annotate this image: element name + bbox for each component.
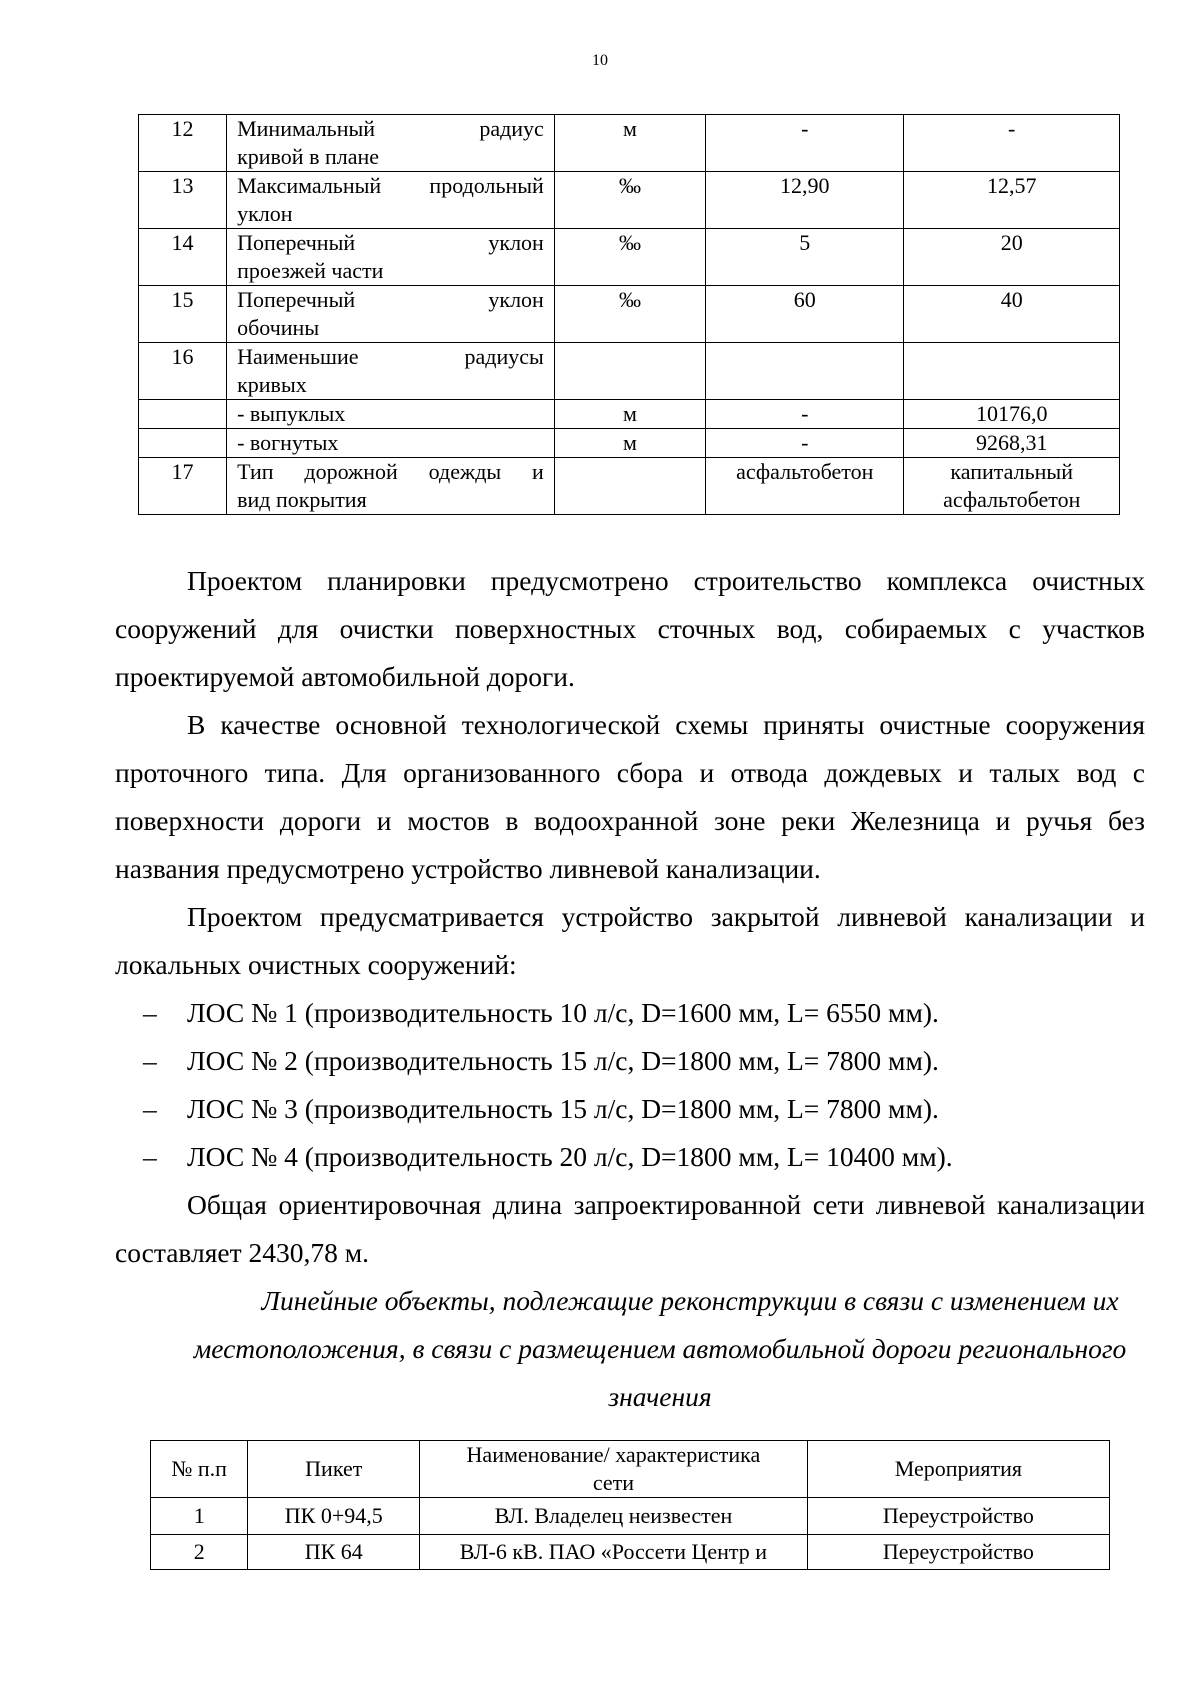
unit (554, 458, 705, 515)
value-2: 10176,0 (904, 400, 1120, 429)
network-name: ВЛ. Владелец неизвестен (420, 1498, 808, 1535)
row-number: 13 (139, 172, 227, 229)
parameter-name (227, 458, 555, 515)
parameter-name-line: кривой в плане (237, 144, 380, 169)
header-name-line: Наименование/ характеристика (466, 1442, 761, 1467)
parameter-name (227, 429, 555, 458)
action: Переустройство (807, 1535, 1109, 1570)
list-dash: – (143, 1045, 157, 1076)
value-2 (904, 343, 1120, 400)
network-name: ВЛ-6 кВ. ПАО «Россети Центр и (420, 1535, 808, 1570)
unit: м (554, 429, 705, 458)
parameter-name-line: кривых (237, 372, 307, 397)
table-row (139, 172, 1120, 229)
unit (554, 343, 705, 400)
parameter-name-line: - выпуклых (237, 401, 346, 426)
page-number: 10 (592, 52, 608, 69)
parameter-name-line: обочины (237, 315, 320, 340)
list-item-text: ЛОС № 2 (производительность 15 л/с, D=1800 мм, L= 7800 мм). (187, 1045, 939, 1076)
parameter-name (227, 286, 555, 343)
row-number: 14 (139, 229, 227, 286)
parameter-name-line: Поперечный уклон (237, 230, 544, 255)
list-item-text: ЛОС № 1 (производительность 10 л/с, D=1600 мм, L= 6550 мм). (187, 997, 939, 1028)
table-row (151, 1535, 1110, 1570)
table-caption-line: значения (608, 1381, 712, 1412)
unit: м (554, 115, 705, 172)
parameter-name-line: Поперечный уклон (237, 287, 544, 312)
parameter-name-line: Максимальный продольный (237, 173, 544, 198)
list-item (115, 1133, 1145, 1181)
row-number (139, 429, 227, 458)
list-item (115, 1037, 1145, 1085)
list-item-text: ЛОС № 4 (производительность 20 л/с, D=1800 мм, L= 10400 мм). (187, 1141, 953, 1172)
value-1: 12,90 (706, 172, 904, 229)
table-row (139, 115, 1120, 172)
value-1: 60 (706, 286, 904, 343)
row-number: 16 (139, 343, 227, 400)
table-row (139, 400, 1120, 429)
unit: ‰ (554, 172, 705, 229)
linear-objects-table (150, 1440, 1110, 1570)
value-1: - (706, 429, 904, 458)
paragraph: Проектом планировки предусмотрено строительство комплекса очистных сооружений для очистки поверхностных сточных вод, собираемых с участков проектируемой автомобильной дороги. (115, 565, 1145, 692)
table-header-row (151, 1441, 1110, 1498)
parameter-name-line: Наименьшие радиусы (237, 344, 544, 369)
paragraph: В качестве основной технологической схемы приняты очистные сооружения проточного типа. Для организованного сбора и отвода дождевых и талых вод с поверхности дороги и мостов в водоохранной зоне реки Железница и ручья без названия предусмотрено устройство ливневой канализации. (115, 709, 1145, 884)
parameter-name-line: Тип дорожной одежды и (237, 459, 544, 484)
value-2-line: капитальный (950, 459, 1073, 484)
row-number: 17 (139, 458, 227, 515)
value-2: 20 (904, 229, 1120, 286)
row-number: 1 (151, 1498, 248, 1535)
parameter-name (227, 400, 555, 429)
value-2 (904, 458, 1120, 515)
parameter-name (227, 172, 555, 229)
parameter-name-line: уклон (237, 201, 293, 226)
value-1: асфальтобетон (706, 458, 904, 515)
picket: ПК 64 (248, 1535, 420, 1570)
road-parameters-table (138, 114, 1120, 515)
parameter-name-line: проезжей части (237, 258, 384, 283)
list-dash: – (143, 1093, 157, 1124)
row-number: 12 (139, 115, 227, 172)
value-2-line: асфальтобетон (943, 487, 1081, 512)
value-1: - (706, 400, 904, 429)
value-1 (706, 343, 904, 400)
table-caption-line: Линейные объекты, подлежащие реконструкции в связи с изменением их (261, 1285, 1119, 1316)
table-row (139, 458, 1120, 515)
list-item-text: ЛОС № 3 (производительность 15 л/с, D=1800 мм, L= 7800 мм). (187, 1093, 939, 1124)
parameter-name (227, 229, 555, 286)
row-number: 15 (139, 286, 227, 343)
body-text (115, 557, 1145, 1421)
value-2: 40 (904, 286, 1120, 343)
header-name (420, 1441, 808, 1498)
parameter-name (227, 115, 555, 172)
picket: ПК 0+94,5 (248, 1498, 420, 1535)
table-row (139, 286, 1120, 343)
header-actions: Мероприятия (807, 1441, 1109, 1498)
header-picket: Пикет (248, 1441, 420, 1498)
paragraph: Проектом предусматривается устройство закрытой ливневой канализации и локальных очистных сооружений: (115, 901, 1145, 980)
table-caption-line: местоположения, в связи с размещением автомобильной дороги регионального (193, 1333, 1127, 1364)
parameter-name-line: вид покрытия (237, 487, 367, 512)
list-dash: – (143, 1141, 157, 1172)
table-row (139, 229, 1120, 286)
unit: ‰ (554, 229, 705, 286)
table-row (139, 343, 1120, 400)
action: Переустройство (807, 1498, 1109, 1535)
value-1: - (706, 115, 904, 172)
list-item (115, 1085, 1145, 1133)
row-number: 2 (151, 1535, 248, 1570)
parameter-name-line: - вогнутых (237, 430, 339, 455)
table-row (151, 1498, 1110, 1535)
parameter-name-line: Минимальный радиус (237, 116, 544, 141)
list-item (115, 989, 1145, 1037)
table-row (139, 429, 1120, 458)
parameter-name (227, 343, 555, 400)
paragraph: Общая ориентировочная длина запроектированной сети ливневой канализации составляет 2430,78 м. (115, 1189, 1145, 1268)
list-dash: – (143, 997, 157, 1028)
header-number: № п.п (151, 1441, 248, 1498)
unit: ‰ (554, 286, 705, 343)
unit: м (554, 400, 705, 429)
value-1: 5 (706, 229, 904, 286)
value-2: 9268,31 (904, 429, 1120, 458)
value-2: - (904, 115, 1120, 172)
row-number (139, 400, 227, 429)
value-2: 12,57 (904, 172, 1120, 229)
header-name-line: сети (592, 1470, 634, 1495)
